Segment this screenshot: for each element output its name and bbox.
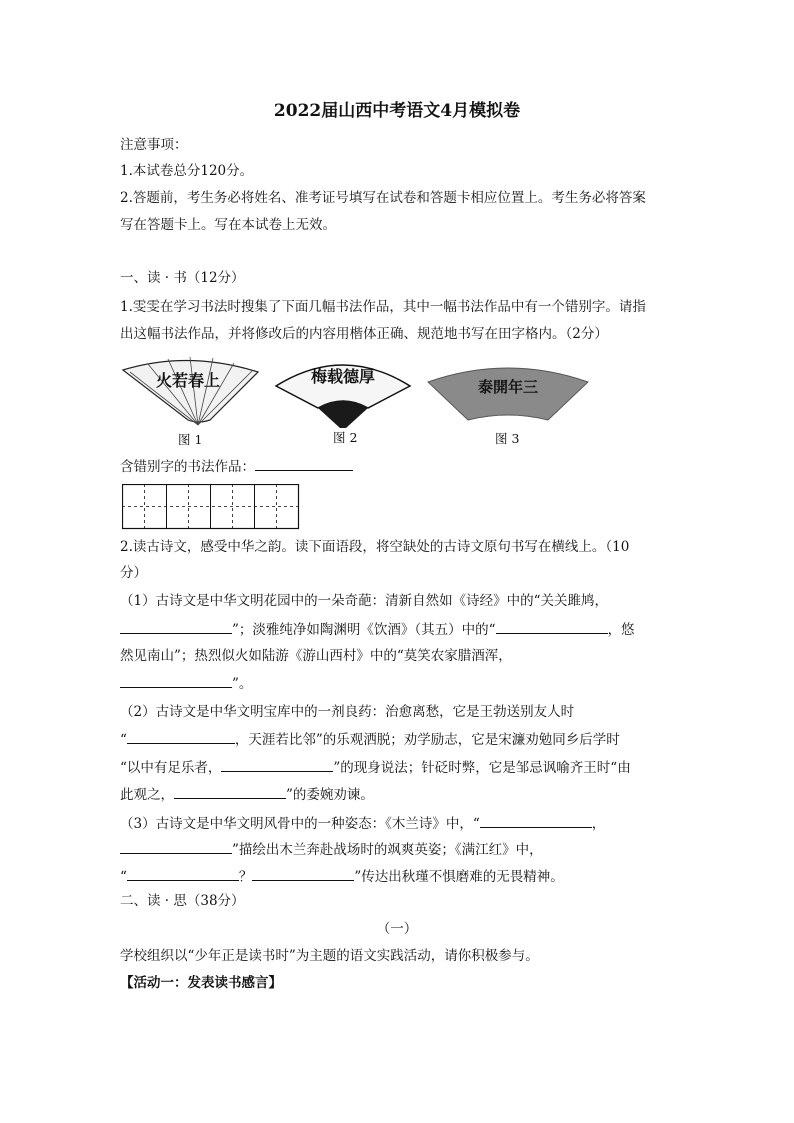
- part-3-text-c: ”描绘出木兰奔赴战场时的飒爽英姿；《满江红》中，: [232, 842, 543, 858]
- part-2-text-f: ”的委婉劝谏。: [286, 787, 374, 803]
- part-2-line-2: [120, 729, 620, 750]
- part-3-text-f: ”传达出秋瑾不惧磨难的无畏精神。: [354, 869, 564, 885]
- blank-10[interactable]: [252, 866, 354, 881]
- notice-item-1: 1.本试卷总分120分。: [120, 163, 254, 179]
- part-2-line-4: [120, 784, 374, 805]
- section-2-heading: 二、读 · 思（38分）: [120, 893, 245, 909]
- notice-heading: 注意事项：: [120, 137, 188, 153]
- part-3-line-1: [120, 813, 605, 834]
- blank-2[interactable]: [496, 619, 608, 634]
- part-3-line-2: [120, 839, 543, 860]
- part-2-line-3: [120, 757, 631, 778]
- answer-blank[interactable]: [255, 456, 353, 471]
- blank-6[interactable]: [174, 784, 286, 799]
- calligraphy-figures: [118, 350, 678, 430]
- figure-3-caption: 图 3: [495, 431, 520, 446]
- fan-3-text: 泰開年三: [477, 378, 539, 396]
- part-3-text-a: （3）古诗文是中华文明风骨中的一种姿态：《木兰诗》中，“: [120, 816, 480, 832]
- blank-9[interactable]: [127, 866, 239, 881]
- question-1-line-1: 1.雯雯在学习书法时搜集了下面几幅书法作品，其中一幅书法作品中有一个错别字。请指: [120, 299, 646, 315]
- part-3-text-e: ？: [238, 869, 253, 885]
- blank-5[interactable]: [221, 757, 333, 772]
- part-2-line-1: （2）古诗文是中华文明宝库中的一剂良药：治愈离愁，它是王勃送别友人时: [120, 704, 575, 720]
- part-2-text-d: ”的现身说法；针砭时弊，它是邹忌讽喻齐王时“由: [333, 760, 631, 776]
- activity-1-heading: 【活动一：发表读书感言】: [120, 975, 282, 991]
- part-2-text-e: 此观之，: [120, 787, 174, 803]
- tianzige-grid[interactable]: [122, 484, 300, 530]
- question-1-answer-line: [120, 456, 353, 477]
- part-2-text-a: “: [120, 732, 127, 748]
- sub-heading: （一）: [376, 921, 418, 937]
- part-1-text-b: ，悠: [607, 622, 635, 638]
- fan-1-text: 火若春上: [155, 371, 221, 390]
- answer-label: 含错别字的书法作品：: [120, 459, 255, 475]
- part-1-line-4: [120, 673, 252, 694]
- notice-item-2a: 2.答题前，考生务必将姓名、准考证号填写在试卷和答题卡相应位置上。考生务必将答案: [120, 190, 646, 206]
- part-1-text-c: ”。: [232, 676, 253, 692]
- part-1-text-a: ”；淡雅纯净如陶渊明《饮酒》（其五）中的“: [232, 622, 496, 638]
- part-1-line-3: 然见南山”；热烈似火如陆游《游山西村》中的“莫笑农家腊酒浑，: [120, 648, 512, 664]
- part-1-line-2: [120, 619, 635, 640]
- fan-2-text: 梅载德厚: [310, 367, 376, 386]
- blank-8[interactable]: [120, 839, 232, 854]
- question-2-line-1: 2.读古诗文，感受中华之韵。读下面语段，将空缺处的古诗文原句书写在横线上。（10: [120, 539, 630, 555]
- part-3-text-d: “: [120, 869, 127, 885]
- intro-text: 学校组织以“少年正是读书时”为主题的语文实践活动，请你积极参与。: [120, 948, 539, 964]
- blank-7[interactable]: [480, 813, 592, 828]
- part-3-text-b: ，: [591, 816, 606, 832]
- blank-3[interactable]: [120, 673, 232, 688]
- fan-figure-2: [276, 365, 410, 428]
- figure-2-caption: 图 2: [333, 430, 358, 445]
- part-2-text-c: “以中有足乐者，: [120, 760, 222, 776]
- part-3-line-3: [120, 866, 564, 887]
- notice-item-2b: 写在答题卡上。写在本试卷上无效。: [120, 217, 336, 233]
- fan-figure-1: [123, 357, 258, 425]
- question-1-line-2: 出这幅书法作品，并将修改后的内容用楷体正确、规范地书写在田字格内。（2分）: [120, 326, 608, 342]
- blank-1[interactable]: [120, 619, 232, 634]
- page-title: 2022届山西中考语文4月模拟卷: [273, 101, 521, 121]
- figure-1-caption: 图 1: [178, 432, 203, 447]
- blank-4[interactable]: [127, 729, 235, 744]
- section-1-heading: 一、读 · 书（12分）: [120, 270, 245, 286]
- fan-figure-3: [428, 368, 588, 420]
- part-2-text-b: ，天涯若比邻”的乐观洒脱；劝学励志，它是宋濂劝勉同乡后学时: [234, 732, 620, 748]
- part-1-line-1: （1）古诗文是中华文明花园中的一朵奇葩：清新自然如《诗经》中的“关关雎鸠，: [120, 593, 608, 609]
- question-2-line-2: 分）: [120, 565, 147, 581]
